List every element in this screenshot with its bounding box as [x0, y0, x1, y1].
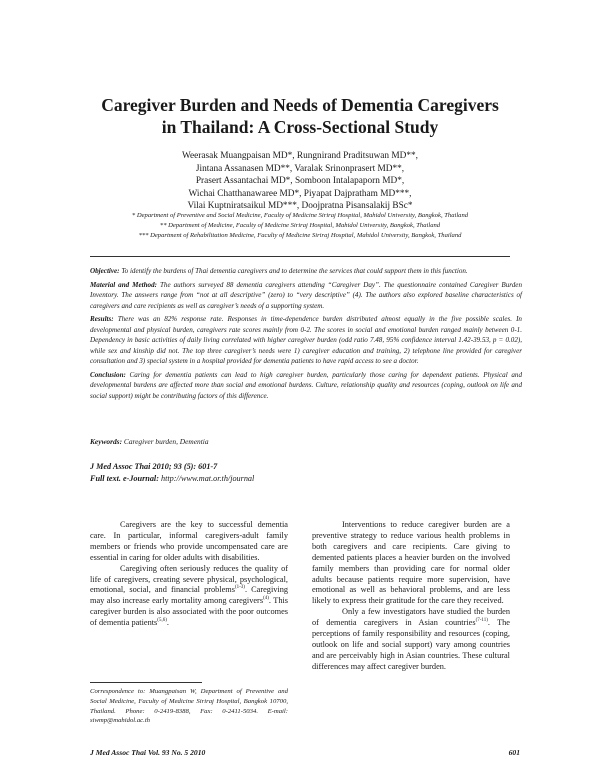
journal-url-link[interactable]: http://www.mat.or.th/journal	[160, 474, 255, 483]
body-column-right	[312, 520, 510, 673]
keywords	[90, 437, 510, 446]
author-line: Weerasak Muangpaisan MD*, Rungnirand Praditsuwan MD**,	[181, 151, 419, 161]
objective-label: Objective:	[90, 267, 120, 275]
abstract	[90, 266, 522, 404]
body-paragraph: Only a few investigators have studied the burden of dementia caregivers in Asian countries$^{(7-11)}$. The perceptions of family responsibility and resources (coping, outlook on life and social support) vary among countries and are perceivably high in Asian countries. These cultural differences may affect caregiver burden.	[312, 607, 510, 671]
title-line-2: in Thailand: A Cross-Sectional Study	[161, 117, 439, 137]
methods-text: The authors surveyed 88 dementia caregivers attending “Caregiver Day”. The questionnaire contained Caregiver Burden Inventory. The answers range from “not at all descriptive” (zero) to “very descriptive” (4). The authors also explored baseline characteristics of caregivers and care recipients as well as caregiver’s needs of a supporting system.	[90, 280, 522, 310]
keywords-label: Keywords:	[90, 437, 123, 446]
correspondence-note: Correspondence to: Muangpaisan W, Department of Preventive and Social Medicine, Faculty of Medicine Siriraj Hospital, Bangkok 10700, Thailand. Phone: 0-2419-8388, Fax: 0-2411-5034. E-mail: siwmp@mahidol.ac.th	[90, 688, 288, 725]
abstract-results	[90, 314, 522, 367]
abstract-conclusion	[90, 370, 522, 402]
reference-marker: (5,6)	[157, 618, 167, 624]
fulltext-label: Full text. e-Journal:	[90, 474, 159, 483]
section-divider	[90, 256, 510, 257]
journal-citation: J Med Assoc Thai 2010; 93 (5): 601-7	[90, 462, 218, 471]
author-line: Vilai Kuptniratsaikul MD***, Doojpratna Pisansalakij BSc*	[187, 201, 413, 211]
footer-journal: J Med Assoc Thai Vol. 93 No. 5 2010	[90, 748, 206, 757]
footnote-divider	[90, 682, 202, 683]
abstract-methods	[90, 280, 522, 312]
objective-text: To identify the burdens of Thai dementia caregivers and to determine the services that could support them in this function.	[121, 267, 468, 275]
affiliation-line: ** Department of Medicine, Faculty of Medicine Siriraj Hospital, Mahidol University, Bangkok, Thailand	[159, 222, 441, 230]
methods-label: Material and Method:	[90, 280, 158, 289]
results-text: There was an 82% response rate. Responses in time-dependence burden distributed almost equally in the five possible scales. In developmental and physical burden, caregivers rate scores mainly from 0-2. The scores in social and emotional burden ranged mainly between 0-1. Dependency in basic activities of daily living correlated with higher caregiver burden (odd ratio 7.48, 95% confidence interval 1.42-39.53, p = 0.02), while sex and kinship did not. The top three caregiver’s needs were 1) caregiver education and training, 2) telephone line provided for caregiver consultation and 3) special system in a hospital provided for dementia patients to have rapid access to see a doctor.	[90, 315, 522, 365]
citation-block	[90, 461, 510, 485]
body-column-left	[90, 520, 288, 629]
affiliation-line: * Department of Preventive and Social Medicine, Faculty of Medicine Siriraj Hospital, Mahidol University, Bangkok, Thailand	[131, 212, 469, 219]
author-line: Prasert Assantachai MD*, Somboon Intalapaporn MD*,	[195, 176, 405, 186]
author-line: Wichai Chatthanawaree MD*, Piyapat Dajpratham MD***,	[188, 188, 412, 199]
body-paragraph: Caregiving often seriously reduces the quality of life of caregivers, creating severe physical, psychological, emotional, social, and financial problems$^{(1-3)}$. Caregiving may also increase early mortality among caregivers$^{(4)}$. This caregiver burden is also associated with the poor outcomes of dementia patients$^{(5,6)}$.	[90, 563, 289, 628]
body-paragraph: Interventions to reduce caregiver burden are a preventive strategy to reduce various health problems in both caregivers and care recipients. Care giving to demented patients places a heavier burden on the involved family members than providing care for normal older adults because patients require more supervision, have emotional as well as behavioral problems, and are less likely to express their gratitude for the care they received.	[312, 520, 510, 606]
body-paragraph: Caregivers are the key to successful dementia care. In particular, informal caregivers-adult family members or friends who provide uncompensated care are essential in caring for older adults with disabilities.	[90, 520, 288, 562]
author-line: Jintana Assanasen MD**, Varalak Srinonprasert MD**,	[195, 163, 405, 174]
keywords-value: Caregiver burden, Dementia	[123, 437, 209, 446]
conclusion-label: Conclusion:	[90, 370, 126, 379]
paper-title	[60, 94, 540, 138]
reference-marker: (7-11)	[475, 618, 488, 624]
affiliation-list	[60, 211, 540, 242]
page-number: 601	[508, 748, 520, 757]
title-line-1: Caregiver Burden and Needs of Dementia Caregivers	[101, 95, 499, 115]
results-label: Results:	[90, 315, 114, 323]
conclusion-text: Caring for dementia patients can lead to high caregiver burden, particularly those caring for dependent patients. Physical and developmental burdens are affected more than social and emotional burdens. Culture, relationship quality and resources (coping, outlook on life and social support) might be contributing factors of this difference.	[90, 370, 522, 400]
author-list	[100, 150, 500, 213]
affiliation-line: *** Department of Rehabilitation Medicine, Faculty of Medicine Siriraj Hospital, Mahidol University, Bangkok, Thailand	[138, 232, 462, 240]
abstract-objective	[90, 266, 522, 277]
reference-marker: (1-3)	[234, 585, 245, 591]
reference-marker: (4)	[263, 596, 269, 602]
